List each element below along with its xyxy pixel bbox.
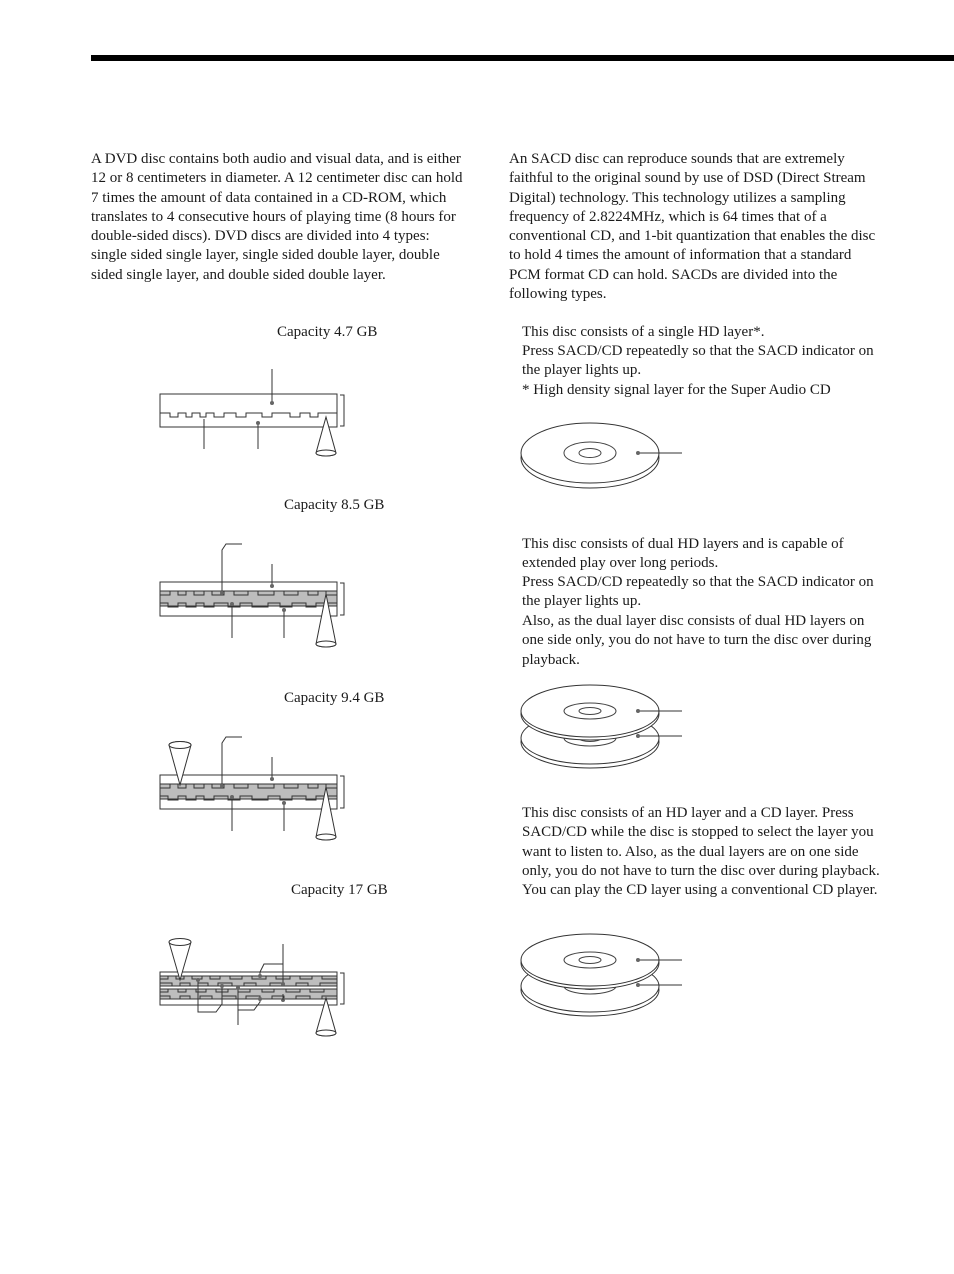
dvd-capacity-double-sided-double-layer: Capacity 17 GB	[291, 882, 388, 898]
sacd-dual-layer-line3: Also, as the dual layer disc consists of dual HD layers on one side only, you do not have to turn the disc over during playback.	[522, 613, 872, 668]
sacd-dual-layer-discs	[515, 684, 695, 779]
sacd-single-layer-line2: Press SACD/CD repeatedly so that the SACD indicator on the player lights up.	[522, 343, 874, 379]
dvd-capacity-double-sided-single-layer: Capacity 9.4 GB	[284, 690, 385, 706]
dvd-double-sided-single-layer-diagram	[150, 733, 360, 848]
header-rule	[91, 55, 954, 61]
sacd-single-layer-line1: This disc consists of a single HD layer*.	[522, 324, 765, 340]
dvd-capacity-single-sided-double-layer: Capacity 8.5 GB	[284, 497, 385, 513]
sacd-hybrid-text: This disc consists of an HD layer and a CD layer. Press SACD/CD while the disc is stopped to select the layer you want to listen to. Also, as the dual layers are on one side only, you do not have to turn the disc over during playback. You can play the CD layer using a conventional CD player.	[522, 805, 880, 899]
sacd-intro: An SACD disc can reproduce sounds that are extremely faithful to the original sound by use of DSD (Direct Stream Digital) technology. This technology utilizes a sampling frequency of 2.8224MHz, which is 64 times that of a conventional CD, and 1-bit quantization that enables the disc to hold 4 times the amount of information that a standard PCM format CD can hold. SACDs are divided into the following types.	[509, 151, 876, 303]
dvd-double-sided-double-layer-diagram	[150, 932, 360, 1042]
dvd-capacity-single-sided-single-layer: Capacity 4.7 GB	[277, 324, 378, 340]
dvd-intro: A DVD disc contains both audio and visual data, and is either 12 or 8 centimeters in diameter. A 12 centimeter disc can hold 7 times the amount of data contained in a CD-ROM, which translates to 4 consecutive hours of playing time (8 hours for double-sided discs). DVD discs are divided into 4 types: single sided single layer, single sided double layer, double sided single layer, and double sided double layer.	[91, 151, 463, 283]
sacd-single-layer-disc	[515, 416, 695, 496]
sacd-hybrid-discs	[515, 932, 695, 1027]
sacd-dual-layer-line1: This disc consists of dual HD layers and is capable of extended play over long periods.	[522, 536, 844, 572]
dvd-double-layer-diagram	[150, 540, 360, 655]
dvd-single-layer-diagram	[150, 365, 360, 465]
sacd-single-layer-footnote: * High density signal layer for the Super Audio CD	[522, 382, 831, 398]
sacd-dual-layer-line2: Press SACD/CD repeatedly so that the SACD indicator on the player lights up.	[522, 574, 874, 610]
